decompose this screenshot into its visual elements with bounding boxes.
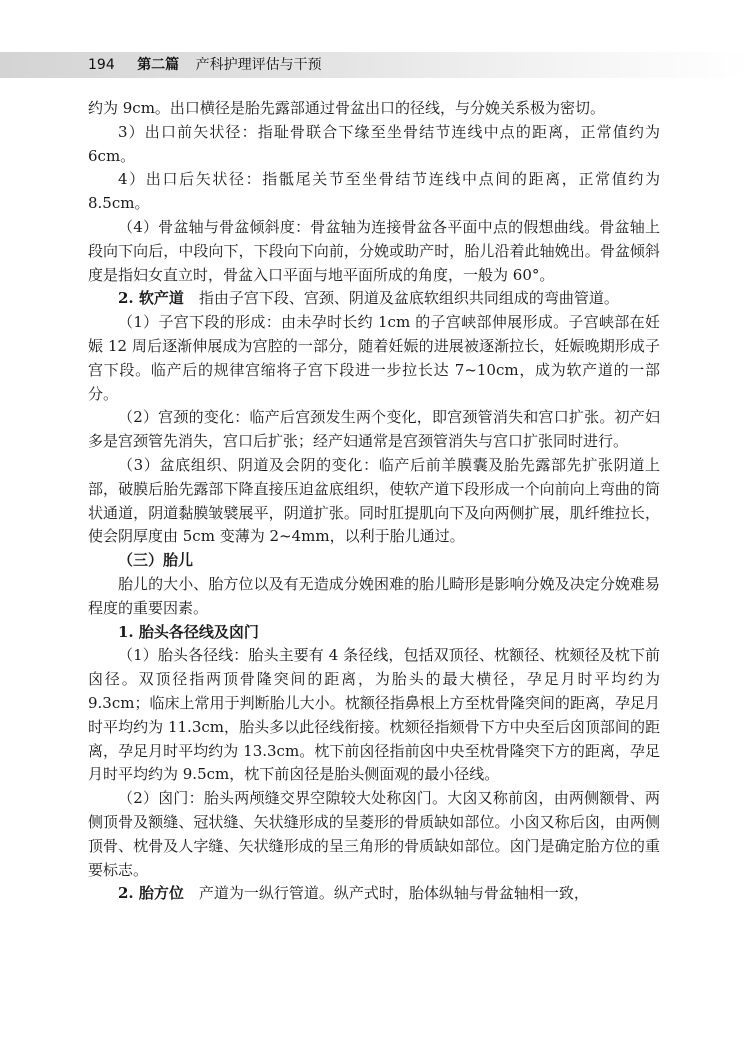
paragraph: 约为 9cm。出口横径是胎先露部通过骨盆出口的径线，与分娩关系极为密切。 [88,99,605,117]
header-text [88,55,322,75]
paragraph: （2）囟门：胎头两颅缝交界空隙较大处称囟门。大囟又称前囟，由两侧额骨、两侧顶骨及额缝、冠状缝、矢状缝形成的呈菱形的骨质缺如部位。小囟又称后囟，由两侧顶骨、枕骨及人字缝、矢状缝形成的呈三角形的骨质缺如部位。囟门是确定胎方位的重要标志。 [88,789,660,879]
section-heading: 2. 软产道 [118,289,184,308]
page-number: 194 [88,57,115,73]
paragraph: （3）盆底组织、阴道及会阴的变化：临产后前羊膜囊及胎先露部先扩张阴道上部，破膜后胎先露部下降直接压迫盆底组织，使软产道下段形成一个向前向上弯曲的筒状通道，阴道黏膜皱襞展平，阴道扩张。同时肛提肌向下及向两侧扩展，肌纤维拉长，使会阴厚度由 5cm 变薄为 2~4mm，以利于胎儿通过。 [88,455,660,546]
paragraph: 4）出口后矢状径：指骶尾关节至坐骨结节连线中点间的距离，正常值约为 8.5cm。 [88,170,660,213]
paragraph: 3）出口前矢状径：指耻骨联合下缘至坐骨结节连线中点的距离，正常值约为 6cm。 [88,122,660,165]
section-paragraph: 2. 胎方位 产道为一纵行管道。纵产式时，胎体纵轴与骨盆轴相一致， [118,884,589,903]
paragraph: （1）子宫下段的形成：由未孕时长约 1cm 的子宫峡部伸展形成。子宫峡部在妊娠 12 周后逐渐伸展成为宫腔的一部分，随着妊娠的进展被逐渐拉长，妊娠晚期形成子宫下段。临产后的规律宫缩将子宫下段进一步拉长达 7~10cm，成为软产道的一部分。 [88,313,660,403]
paragraph: （4）骨盆轴与骨盆倾斜度：骨盆轴为连接骨盆各平面中点的假想曲线。骨盆轴上段向下向后，中段向下，下段向下向前，分娩或助产时，胎儿沿着此轴娩出。骨盆倾斜度是指妇女直立时，骨盆入口平面与地平面所成的角度，一般为 60°。 [88,217,660,284]
section-heading: 2. 胎方位 [118,884,184,903]
paragraph: （1）胎头各径线：胎头主要有 4 条径线，包括双顶径、枕额径、枕颏径及枕下前囟径。双顶径指两顶骨隆突间的距离，为胎头的最大横径，孕足月时平均约为 9.3cm；临床上常用于判断胎儿大小。枕额径指鼻根上方至枕骨隆突间的距离，孕足月时平均约为 11.3cm，胎头多以此径线衔接。枕颏径指颏骨下方中央至后囟顶部间的距离，孕足月时平均约为 13.3cm。枕下前囟径指前囟中央至枕骨隆突下方的距离，孕足月时平均约为 9.5cm，枕下前囟径是胎头侧面观的最小径线。 [88,646,660,784]
section-heading: （三）胎儿 [118,551,194,570]
section-paragraph: 2. 软产道 指由子宫下段、宫颈、阴道及盆底软组织共同组成的弯曲管道。 [118,289,619,308]
page-body [88,97,660,906]
part-label: 第二篇 [137,57,180,73]
chapter-title: 产科护理评估与干预 [195,57,322,73]
paragraph: 胎儿的大小、胎方位以及有无造成分娩困难的胎儿畸形是影响分娩及决定分娩难易程度的重要因素。 [88,574,660,617]
running-header [0,52,750,78]
paragraph: （2）宫颈的变化：临产后宫颈发生两个变化，即宫颈管消失和宫口扩张。初产妇多是宫颈管先消失，宫口后扩张；经产妇通常是宫颈管消失与宫口扩张同时进行。 [88,408,660,451]
subsection-heading: 1. 胎头各径线及囟门 [118,622,259,641]
